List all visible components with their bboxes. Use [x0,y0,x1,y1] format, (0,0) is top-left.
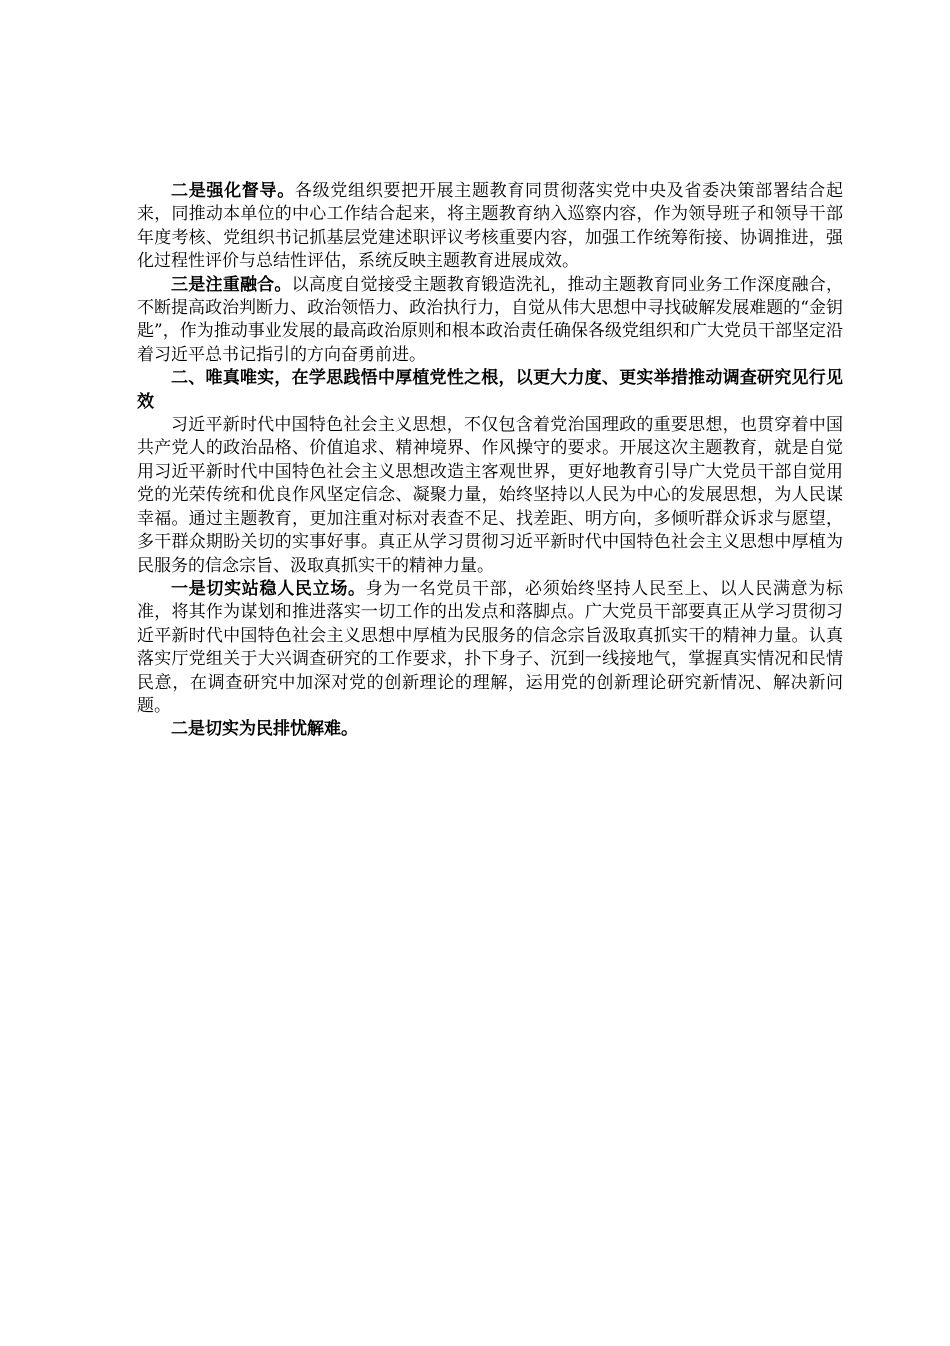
paragraph-text: 各级党组织要把开展主题教育同贯彻落实党中央及省委决策部署结合起来，同推动本单位的中心工作结合起来，将主题教育纳入巡察内容，作为领导班子和领导干部年度考核、党组织书记抓基层党建述职评议考核重要内容，加强工作统筹衔接、协调推进，强化过程性评价与总结性评估，系统反映主题教育进展成效。 [137,181,844,272]
paragraph-lead: 一是切实站稳人民立场。 [171,578,366,599]
paragraph-focus-integration [137,274,843,368]
section-heading: 二、唯真唯实，在学思践悟中厚植党性之根，以更大力度、更实举措推动调查研究见行见效 [137,368,843,412]
paragraph-lead: 二是强化督导。 [171,181,295,201]
paragraph-strengthen-supervision [137,180,843,274]
paragraph-text: 以高度自觉接受主题教育锻造洗礼，推动主题教育同业务工作深度融合，不断提高政治判断力、政治领悟力、政治执行力，自觉从伟大思想中寻找破解发展难题的“金钥匙”，作为推动事业发展的最高政治原则和根本政治责任确保各级党组织和广大党员干部坚定沿着习近平总书记指引的方向奋勇前进。 [137,274,844,365]
paragraph-lead: 三是注重融合。 [171,274,292,295]
paragraph-text: 习近平新时代中国特色社会主义思想，不仅包含着党治国理政的重要思想，也贯穿着中国共产党人的政治品格、价值追求、精神境界、作风操守的要求。开展这次主题教育，就是自觉用习近平新时代中国特色社会主义思想改造主客观世界，更好地教育引导广大党员干部自觉用党的光荣传统和优良作风坚定信念、凝聚力量，始终坚持以人民为中心的发展思想，为人民谋幸福。通过主题教育，更加注重对标对表查不足、找差距、明方向，多倾听群众诉求与愿望，多干群众期盼关切的实事好事。真正从学习贯彻习近平新时代中国特色社会主义思想中厚植为民服务的信念宗旨、汲取真抓实干的精神力量。 [137,415,843,576]
document-body [137,180,843,742]
paragraph-lead: 二是切实为民排忧解难。 [171,719,358,740]
paragraph-text: 身为一名党员干部，必须始终坚持人民至上、以人民满意为标准，将其作为谋划和推进落实一切工作的出发点和落脚点。广大党员干部要真正从学习贯彻习近平新时代中国特色社会主义思想中厚植为民服务的信念宗旨汲取真抓实干的精神力量。认真落实厅党组关于大兴调查研究的工作要求，扑下身子、沉到一线接地气，掌握真实情况和民情民意，在调查研究中加深对党的创新理论的理解，运用党的创新理论研究新情况、解决新问题。 [137,578,844,716]
paragraph-section-intro [137,414,843,578]
paragraph-people-stance [137,578,843,718]
paragraph-solve-problems [137,718,843,741]
